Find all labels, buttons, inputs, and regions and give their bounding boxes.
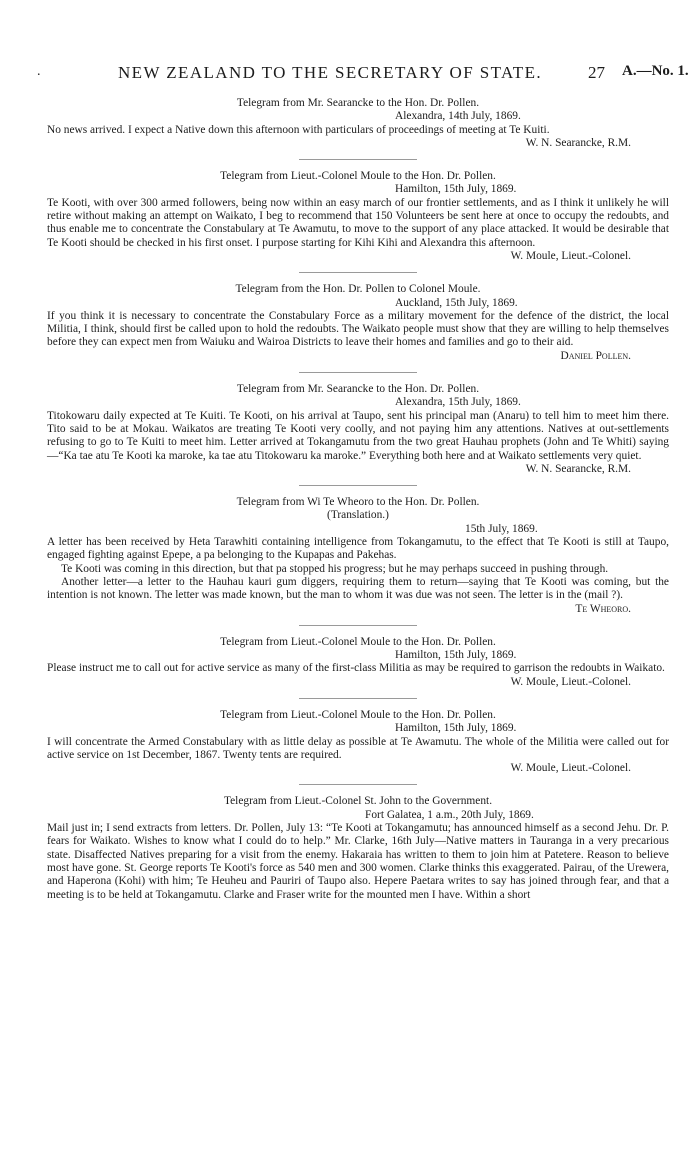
telegram-body: [47, 310, 669, 350]
telegram-subtitle: (Translation.): [327, 509, 389, 522]
telegram-5: [47, 636, 669, 689]
telegram-body: [47, 662, 669, 675]
separator-rule: [299, 784, 417, 785]
telegram-signature: W. Moule, Lieut.-Colonel.: [510, 762, 631, 775]
telegram-place-date: Alexandra, 15th July, 1869.: [395, 396, 521, 409]
telegram-paragraph: Titokowaru daily expected at Te Kuiti. Te Kooti, on his arrival at Taupo, sent his principal man (Anaru) to tell him to meet him there. Tito said to be at Mokau. Waikatos are treating Te Kooti very coolly, and not paying him any attentions. Natives at out-settlements refusing to go to Te Kuiti to meet him. Letter arrived at Tokangamutu from the two great Hauhau prophets (John and Te Whiti) saying—“Ka tae atu Te Kooti ka maroke, ka tae atu Titokowaru ka maroke.” Everything both here and at Waikato settlements very quiet.: [47, 409, 669, 462]
telegram-title: Telegram from Lieut.-Colonel St. John to the Government.: [223, 795, 493, 808]
telegram-body: [47, 536, 669, 602]
telegram-paragraph: No news arrived. I expect a Native down this afternoon with particulars of proceedings of meeting at Te Kuiti.: [47, 123, 550, 136]
telegram-title: Telegram from Mr. Searancke to the Hon. Dr. Pollen.: [236, 97, 480, 109]
telegram-3: [47, 383, 669, 476]
separator-rule: [299, 372, 417, 373]
page-header: [0, 62, 700, 86]
page-number: 27: [588, 63, 605, 82]
telegram-paragraph: Mail just in; I send extracts from letters. Dr. Pollen, July 13: “Te Kooti at Tokangamutu; has announced himself as a second Jehu. Dr. P. fears for Waikato. Wishes to know what I could do to help.” Mr. Clarke, 16th July—Native matters in Tauranga in a very precarious state. Disaffected Natives preparing for a visit from the enemy. Hakaraia has written to them to join him at Patetere. Reason to believe most have gone. St. George reports Te Kooti's force as 540 men and 300 women. Clarke thinks this exaggerated. Pairau, of the Urewera, and Haperona (Kohi) with him; Te Heuheu and Pauriri of Taupo also. Hepere Paetara writes to say has joined through fear, and that a meeting is to be held at Tokangamutu. Clarke and Fraser write for the mounted men I have. Within a short: [47, 822, 669, 901]
telegram-place-date: Fort Galatea, 1 a.m., 20th July, 1869.: [365, 808, 534, 821]
telegram-body: [47, 197, 669, 250]
header-dot: .: [37, 64, 41, 79]
telegram-title: Telegram from the Hon. Dr. Pollen to Colonel Moule.: [235, 283, 481, 296]
telegram-body: [47, 736, 669, 763]
telegram-7: [47, 795, 669, 901]
telegram-2: [47, 283, 669, 363]
telegram-body: [47, 124, 669, 137]
telegram-place-date: Hamilton, 15th July, 1869.: [395, 649, 517, 662]
telegram-body: [47, 410, 669, 463]
telegram-signature: W. N. Searancke, R.M.: [525, 462, 631, 475]
telegram-paragraph: Another letter—a letter to the Hauhau kauri gum diggers, requiring them to return—saying that Te Kooti was coming, but the intention is not known. The letter was made known, but the man to whom it was due was not seen. The letter is in the (mail ?).: [47, 575, 669, 602]
telegram-signature: W. Moule, Lieut.-Colonel.: [510, 249, 631, 262]
telegram-paragraph: Please instruct me to call out for active service as many of the first-class Militia as may be required to garrison the redoubts in Waikato.: [47, 662, 665, 675]
telegram-signature: W. N. Searancke, R.M.: [525, 136, 631, 149]
telegram-list: [47, 97, 669, 909]
telegram-title: Telegram from Lieut.-Colonel Moule to the Hon. Dr. Pollen.: [220, 708, 496, 721]
telegram-place-date: Auckland, 15th July, 1869.: [395, 296, 518, 309]
telegram-4: [47, 496, 669, 616]
telegram-place-date: Hamilton, 15th July, 1869.: [395, 183, 517, 196]
telegram-paragraph: I will concentrate the Armed Constabulary with as little delay as possible at Te Awamutu. The whole of the Militia were called out for active service on 1st December, 1867. Twenty tents are required.: [47, 735, 669, 761]
telegram-title: Telegram from Wi Te Wheoro to the Hon. Dr. Pollen.: [236, 496, 480, 509]
telegram-title: Telegram from Lieut.-Colonel Moule to the Hon. Dr. Pollen.: [220, 635, 496, 648]
separator-rule: [299, 485, 417, 486]
telegram-paragraph: Te Kooti, with over 300 armed followers, being now within an easy march of our frontier settlements, and as I think it unlikely he will retire without making an attempt on Waikato, I beg to recommend that 150 Volunteers be sent here at once to occupy the redoubts, and thus enable me to concentrate the Constabulary at Te Awamutu, to move to the support of any place attacked. It would be desirable that Te Kooti should be checked in his first onset. I purpose starting for Kihi Kihi and Alexandra this afternoon.: [47, 196, 669, 249]
telegram-0: [47, 97, 669, 150]
telegram-title: Telegram from Lieut.-Colonel Moule to the Hon. Dr. Pollen.: [220, 170, 496, 183]
telegram-place-date: 15th July, 1869.: [465, 522, 538, 535]
separator-rule: [299, 272, 417, 273]
telegram-place-date: Hamilton, 15th July, 1869.: [395, 722, 517, 735]
telegram-body: [47, 822, 669, 902]
separator-rule: [299, 625, 417, 626]
telegram-signature: W. Moule, Lieut.-Colonel.: [510, 675, 631, 688]
document-reference: A.—No. 1.: [622, 63, 689, 79]
telegram-paragraph: If you think it is necessary to concentrate the Constabulary Force as a military movement for the defence of the district, the local Militia, I think, should first be called upon to hold the redoubts. The Waikato people must show that they are willing to help themselves before they can expect men from Waiuku and Wairoa Districts to leave their homes and families and go to their aid.: [47, 309, 669, 349]
telegram-place-date: Alexandra, 14th July, 1869.: [395, 110, 521, 123]
telegram-1: [47, 170, 669, 263]
telegram-signature: Te Wheoro.: [575, 602, 631, 615]
telegram-signature: Daniel Pollen.: [560, 349, 631, 362]
telegram-paragraph: Te Kooti was coming in this direction, but that pa stopped his progress; but he may perhaps succeed in pushing through.: [61, 562, 609, 575]
header-title: NEW ZEALAND TO THE SECRETARY OF STATE.: [118, 63, 543, 82]
separator-rule: [299, 698, 417, 699]
separator-rule: [299, 159, 417, 160]
telegram-6: [47, 709, 669, 775]
telegram-title: Telegram from Mr. Searancke to the Hon. Dr. Pollen.: [236, 383, 480, 396]
telegram-paragraph: A letter has been received by Heta Tarawhiti containing intelligence from Tokangamutu, to the effect that Te Kooti is still at Taupo, engaged fighting against Epepe, a pa belonging to the Kupapas and Pakehas.: [47, 536, 669, 562]
